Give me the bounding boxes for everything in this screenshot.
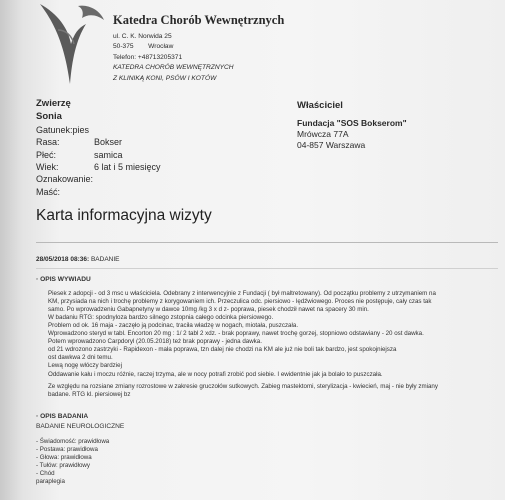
- owner-section-title: Właściciel: [297, 100, 343, 111]
- interview-line: Ze względu na rozsiane zmiany rozrostowe w zakresie gruczołów sutkowych. Zabieg mastektomi, sterylizacja - kwiecień, maj - nie były zmiany: [48, 382, 438, 390]
- interview-line: badane. RTG kl. piersiowej bz: [48, 390, 131, 398]
- interview-line: Piesek z adopcji - od 3 msc u właściciela. Odebrany z interwencyjnie z Fundacji ( był maltretowany). Od początku problemy z utrzymaniem na: [48, 290, 436, 298]
- university-logo: [38, 0, 106, 88]
- divider: [36, 242, 498, 243]
- clinic-subtitle: Z KLINIKĄ KONI, PSÓW I KOTÓW: [113, 74, 217, 82]
- visit-type: BADANIE: [90, 256, 120, 263]
- interview-line: ost dawkwa 2 dni temu.: [48, 354, 113, 362]
- patient-section-title: Zwierzę: [36, 98, 71, 109]
- bullet-icon: ◦: [36, 276, 41, 283]
- interview-line: Wprowadzono steryd w tabl. Encorton 20 mg : 1/ 2 tabl 2 xdz. - brak poprawy, nawet trochę gorzej, stopniowo odstawiany - 20 ost dawka.: [48, 330, 424, 338]
- exam-item: - Postawa: prawidłowa: [36, 445, 98, 453]
- interview-line: Lewą nogę włóczy bardziej: [48, 362, 122, 370]
- patient-field: [36, 161, 161, 173]
- visit-date: 28/05/2018 08:36:: [36, 256, 90, 263]
- owner-name: Fundacja "SOS Bokserom": [297, 118, 407, 128]
- exam-subheading: BADANIE NEUROLOGICZNE: [36, 422, 125, 430]
- exam-item: - Głowa: prawidłowa: [36, 453, 92, 461]
- interview-line: KM, przysiada na nich i trochę problemy z korygowaniem ich. Przeczulica odc. piersiowo - lędźwiowego. Proces nie postępuje, cały czas tak: [48, 298, 432, 306]
- patient-field: [36, 173, 161, 185]
- interview-line: W badaniu RTG: spodnyloza bardzo silnego zstopnia całego odcinka piersiowego.: [48, 314, 274, 322]
- divider: [36, 268, 498, 269]
- clinic-subtitle: KATEDRA CHORÓB WEWNĘTRZNYCH: [113, 64, 234, 72]
- field-value: pies: [72, 124, 90, 135]
- clinic-address: [113, 32, 234, 84]
- clinic-title: Katedra Chorób Wewnętrznych: [113, 13, 285, 27]
- interview-heading-text: OPIS WYWIADU: [40, 276, 91, 283]
- patient-field: [36, 186, 161, 198]
- exam-item: - Chód: [36, 469, 55, 477]
- field-value: 6 lat i 5 miesięcy: [94, 162, 161, 173]
- exam-item: - Świadomość: prawidłowa: [36, 437, 110, 445]
- interview-line: Oddawanie kału i moczu różnie, raczej trzyma, ale w nocy potrafi zrobić pod siebie. I ewidentnie jak ja bolało to puszczała.: [48, 370, 383, 378]
- patient-name: Sonia: [36, 111, 62, 123]
- visit-header: [36, 256, 120, 263]
- interview-line: samo. Po wprowadzeniu Gabapnetyny w dawce 10mg /kg 3 x d z- poprawa, piesek chodził nawet na spacery 30 min.: [48, 306, 369, 314]
- field-label: Gatunek:: [36, 124, 73, 135]
- patient-field: [36, 124, 161, 136]
- interview-line: Problem od ok. 16 maja - zaczęło ją podcinac, traciła władzę w nogach, miotała, puszczała.: [48, 322, 299, 330]
- interview-section: [36, 276, 438, 486]
- field-label: Płeć:: [36, 149, 57, 160]
- patient-field: [36, 136, 161, 148]
- owner-street: Mrówcza 77A: [297, 129, 349, 139]
- address-line: 50-375 Wrocław: [113, 43, 174, 51]
- patient-field: [36, 149, 161, 161]
- exam-item: - Tułów: prawidłowy: [36, 461, 90, 469]
- interview-heading: [36, 276, 438, 284]
- exam-heading: [36, 413, 438, 421]
- address-line: Telefon: +48713205371: [113, 53, 183, 61]
- field-value: samica: [94, 149, 123, 160]
- owner-city: 04-857 Warszawa: [297, 140, 366, 150]
- owner-section: [297, 100, 407, 151]
- address-line: ul. C. K. Norwida 25: [113, 33, 172, 40]
- field-value: Bokser: [94, 137, 123, 148]
- document-title: Karta informacyjna wizyty: [36, 207, 212, 224]
- bullet-icon: ◦: [36, 412, 41, 420]
- exam-item: paraplegia: [36, 477, 65, 485]
- exam-heading-text: OPIS BADANIA: [40, 412, 89, 420]
- field-label: Rasa:: [36, 137, 60, 148]
- field-label: Wiek:: [36, 162, 59, 173]
- interview-line: od 21 wdrozono zastrzyki - Rapidexon - mała poprawa, tzn dalej nie chodzi na KM ale już nie boli tak bardzo, jest spokojniejsza: [48, 346, 397, 354]
- interview-line: Potem wprowadzono Carpdoryl (20.05.2018) też brak poprawy - jedna dawka.: [48, 338, 262, 346]
- field-label: Oznakowanie:: [36, 174, 94, 185]
- patient-section: [36, 98, 161, 198]
- field-label: Maść:: [36, 186, 61, 197]
